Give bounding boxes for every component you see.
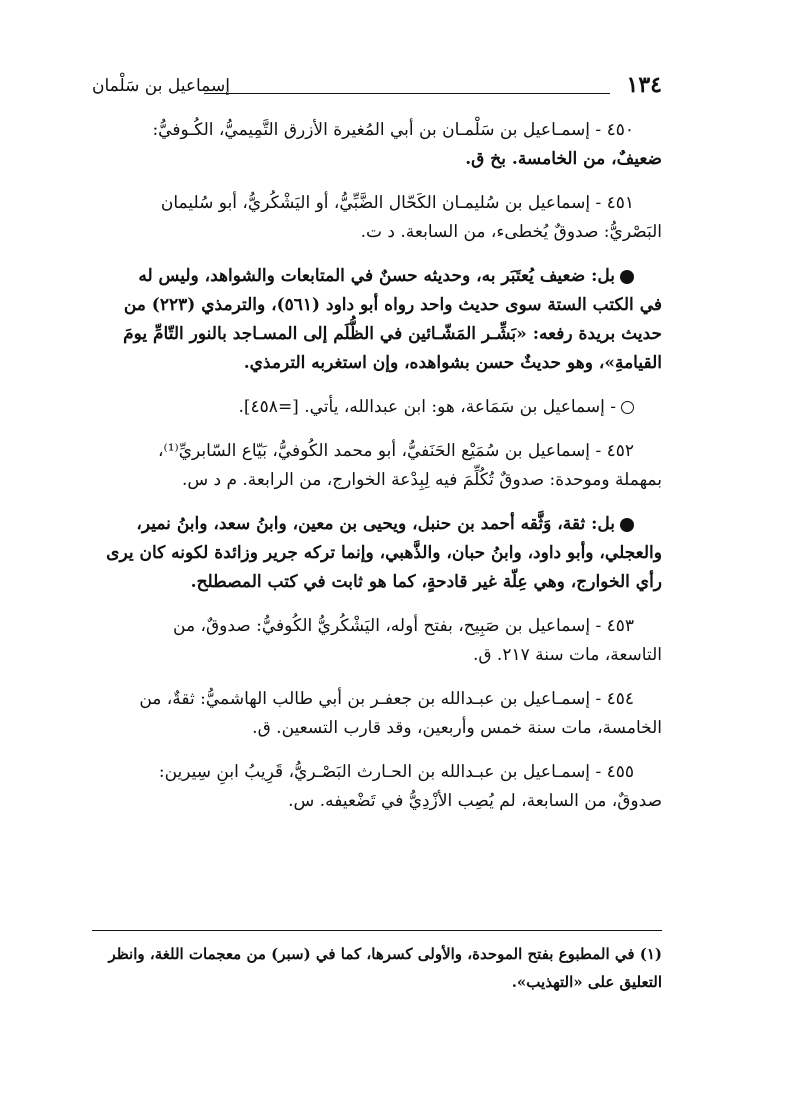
entry-line: البَصْريُّ: صدوقٌ يُخطىء، من السابعة. د ت. bbox=[360, 222, 662, 242]
note-bullet-icon bbox=[620, 518, 634, 532]
entry-451 bbox=[92, 189, 662, 247]
entry-line: ٤٥٢ - إسماعيل بن سُمَيْع الحَنَفيُّ، أبو محمد الكُوفيُّ، بَيّاع السّابريِّ⁽¹⁾، bbox=[158, 441, 634, 461]
running-title: إسماعيل بن سَلْمان bbox=[92, 76, 230, 96]
entry-line: ٤٥٤ - إسمـاعيل بن عبـدالله بن جعفـر بن أبي طالب الهاشميُّ: ثقةٌ، من bbox=[139, 689, 634, 709]
note-line: القيامةِ»، وهو حديثٌ حسن بشواهده، وإن استغربه الترمذي. bbox=[243, 353, 662, 373]
entry-line: بمهملة وموحدة: صدوقٌ تُكُلِّمَ فيه لِبِدْعة الخوارج، من الرابعة. م د س. bbox=[181, 470, 662, 490]
entry-line: ٤٥٠ - إسمـاعيل بن سَلْمـان بن أبي المُغيرة الأزرق التَّمِيميُّ، الكُـوفيُّ: bbox=[152, 120, 634, 140]
reference-line: - إسماعيل بن سَمَاعة، هو: ابن عبدالله، يأتي. [=٤٥٨]. bbox=[238, 397, 616, 417]
footnote-line: التعليق على «التهذيب». bbox=[511, 973, 662, 991]
page-header bbox=[92, 72, 662, 106]
note-line: بل: ثقة، وَثَّقه أحمد بن حنبل، ويحيى بن معين، وابنُ سعد، وابنُ نمير، bbox=[136, 514, 615, 534]
editor-note bbox=[92, 262, 662, 378]
entry-line: صدوقٌ، من السابعة، لم يُصِب الأزْدِيُّ في تَضْعيفه. س. bbox=[288, 791, 662, 811]
entry-line: الخامسة، مات سنة خمس وأربعين، وقد قارب التسعين. ق. bbox=[252, 718, 662, 738]
footnote-line: (١) في المطبوع بفتح الموحدة، والأولى كسرها، كما في (سبر) من معجمات اللغة، وانظر bbox=[108, 945, 662, 963]
entry-452 bbox=[92, 437, 662, 495]
reference-circle-icon bbox=[621, 401, 634, 414]
header-rule bbox=[204, 93, 610, 94]
note-line: حديث بريدة رفعه: «بَشِّـر المَشّـائين في الظُّلَم إلى المسـاجد بالنور التّامِّ يومَ bbox=[123, 324, 662, 344]
note-line: رأي الخوارج، وهي عِلّة غير قادحةٍ، كما هو ثابت في كتب المصطلح. bbox=[190, 572, 662, 592]
cross-reference bbox=[92, 393, 662, 422]
entry-line: ٤٥٣ - إسماعيل بن صَبِيح، بفتح أوله، اليَشْكُريُّ الكُوفيُّ: صدوقٌ، من bbox=[173, 616, 634, 636]
entry-450 bbox=[92, 116, 662, 174]
footnote bbox=[92, 940, 662, 996]
editor-note bbox=[92, 510, 662, 597]
page-number: ١٣٤ bbox=[626, 72, 662, 98]
note-line: في الكتب الستة سوى حديث واحد رواه أبو داود (٥٦١)، والترمذي (٢٢٣) من bbox=[123, 295, 662, 315]
entries-body bbox=[92, 116, 662, 831]
note-line: بل: ضعيف يُعتَبَر به، وحديثه حسنٌ في المتابعات والشواهد، وليس له bbox=[138, 266, 615, 286]
entry-line: ٤٥١ - إسماعيل بن سُليمـان الكَحّال الضَّبِّيُّ، أو اليَشْكُريُّ، أبو سُليمان bbox=[160, 193, 634, 213]
entry-line: التاسعة، مات سنة ٢١٧. ق. bbox=[472, 645, 662, 665]
entry-line: ضعيفٌ، من الخامسة. بخ ق. bbox=[465, 149, 662, 169]
entry-453 bbox=[92, 612, 662, 670]
footnote-rule bbox=[92, 930, 662, 931]
entry-454 bbox=[92, 685, 662, 743]
entry-line: ٤٥٥ - إسمـاعيل بن عبـدالله بن الحـارث البَصْـريُّ، قَرِيبُ ابنِ سِيرين: bbox=[158, 762, 634, 782]
entry-455 bbox=[92, 758, 662, 816]
note-line: والعجلي، وأبو داود، وابنُ حبان، والذَّهبي، وإنما تركه جرير وزائدة لكونه كان يرى bbox=[106, 543, 662, 563]
note-bullet-icon bbox=[620, 270, 634, 284]
